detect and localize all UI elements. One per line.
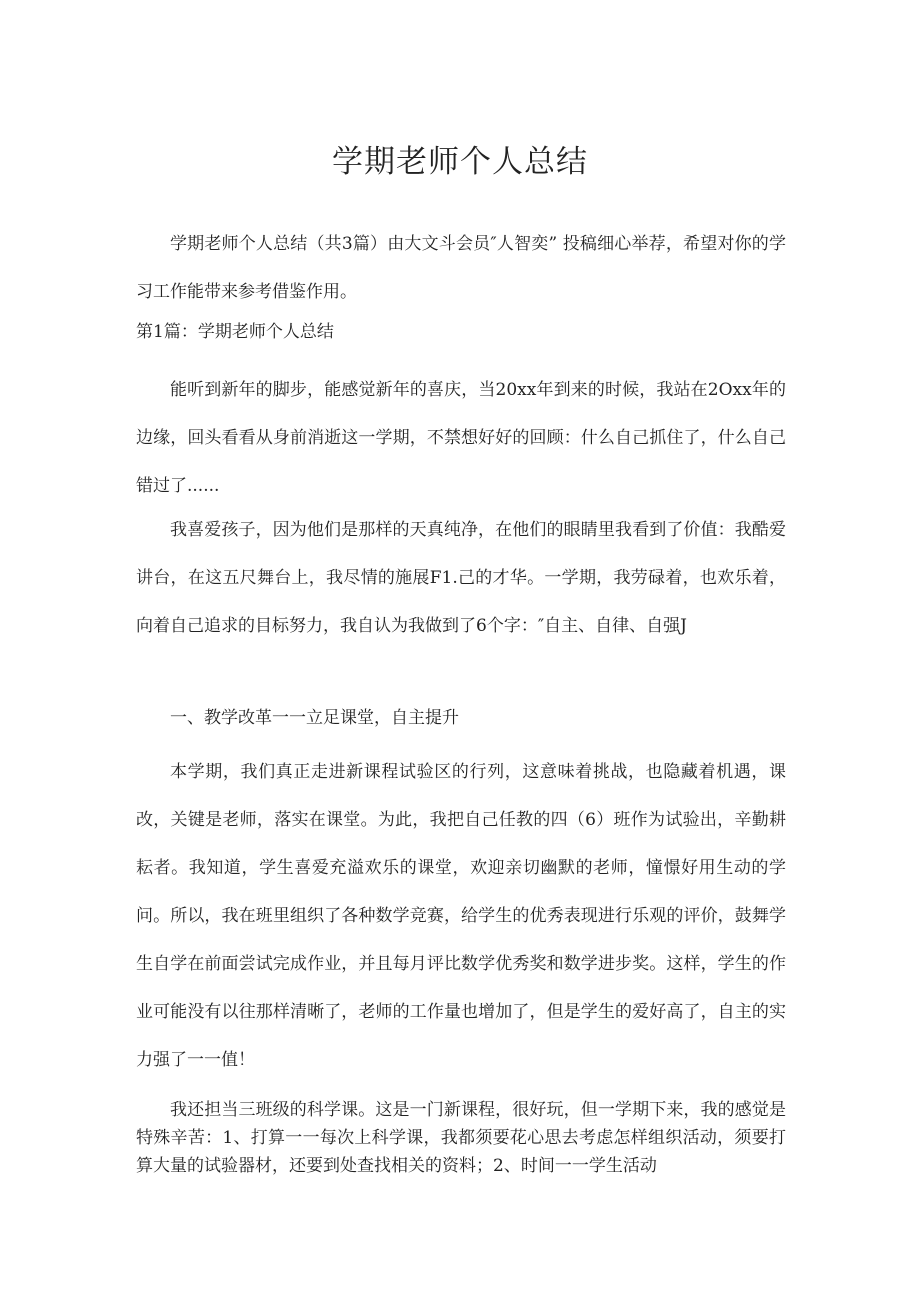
section-heading-1: 第1篇：学期老师个人总结 xyxy=(136,322,334,342)
body-paragraph-2: 我喜爱孩子，因为他们是那样的天真纯净，在他们的眼睛里我看到了价值：我酷爱讲台，在这五尺舞台上，我尽情的施展F1.己的才华。一学期，我劳碌着，也欢乐着，向着自己追求的目标努力，我自认为我做到了6个字：″自主、自律、自强J xyxy=(136,520,786,636)
intro-paragraph: 学期老师个人总结（共3篇）由大文斗会员″人智奕” 投稿细心举荐，希望对你的学习工作能带来参考借鉴作用。 xyxy=(136,234,786,302)
subsection-heading-1: 一、教学改革一一立足课堂，自主提升 xyxy=(170,708,459,728)
document-title: 学期老师个人总结 xyxy=(332,144,588,180)
body-paragraph-4: 我还担当三班级的科学课。这是一门新课程，很好玩，但一学期下来，我的感觉是特殊辛苦：1、打算一一每次上科学课，我都须要花心思去考虑怎样组织活动，须要打算大量的试验器材，还要到处查找相关的资料；2、时间一一学生活动 xyxy=(136,1100,786,1176)
body-paragraph-1: 能听到新年的脚步，能感觉新年的喜庆，当20xx年到来的时候，我站在2Oxx年的边缘，回头看看从身前消逝这一学期，不禁想好好的回顾：什么自己抓住了，什么自己错过了...... xyxy=(136,380,786,496)
body-paragraph-3: 本学期，我们真正走进新课程试验区的行列，这意味着挑战，也隐藏着机遇，课改，关键是老师，落实在课堂。为此，我把自己任教的四（6）班作为试验出，辛勤耕耘者。我知道，学生喜爱充溢欢乐的课堂，欢迎亲切幽默的老师，憧憬好用生动的学问。所以，我在班里组织了各种数学竞赛，给学生的优秀表现进行乐观的评价，鼓舞学生自学在前面尝试完成作业，并且每月评比数学优秀奖和数学进步奖。这样，学生的作业可能没有以往那样清晰了，老师的工作量也增加了，但是学生的爱好高了，自主的实力强了一一值！ xyxy=(136,762,786,1070)
